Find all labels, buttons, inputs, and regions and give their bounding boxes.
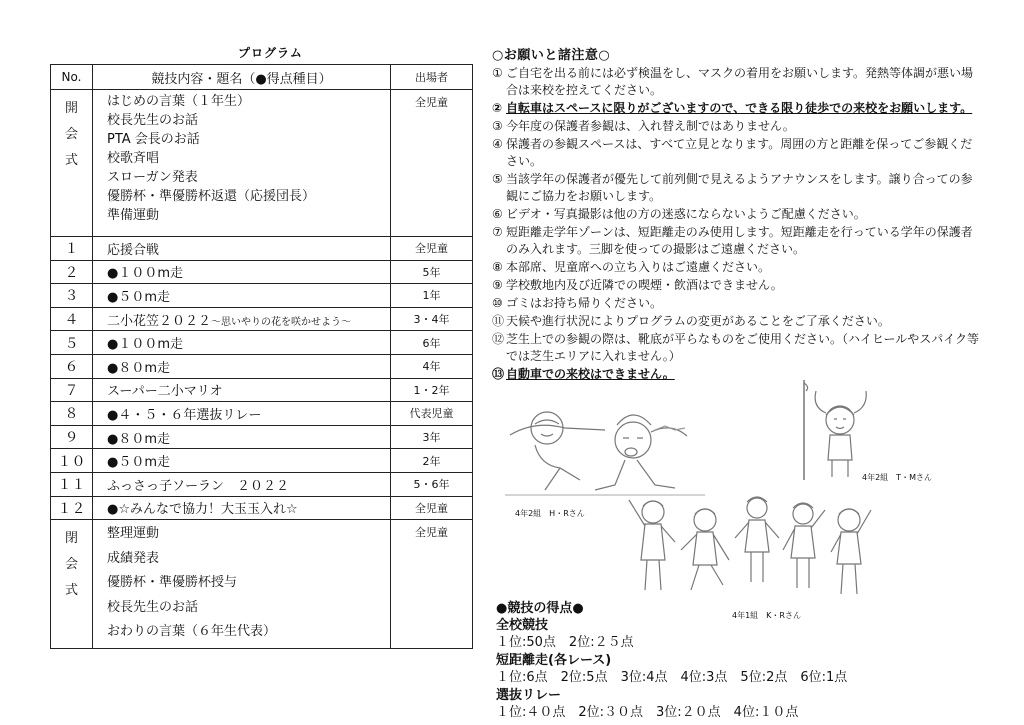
label-char: 式 — [64, 583, 78, 599]
notice-text: 天候や進行状況によりプログラムの変更があることをご了承ください。 — [506, 314, 890, 328]
label-char: 閉 — [64, 531, 78, 547]
closing-item: 整理運動 — [107, 526, 160, 542]
program-table — [50, 64, 473, 649]
notice-text: 学校敷地内及び近隣での喫煙・飲酒はできません。 — [506, 278, 783, 292]
closing-participants: 全児童 — [391, 520, 473, 649]
event-row — [51, 402, 473, 426]
event-title: ●１００m走 — [93, 260, 391, 284]
notice-text: 今年度の保護者参観は、入れ替え制ではありません。 — [506, 119, 795, 133]
event-title: ●☆みんなで協力！大玉玉入れ☆ — [93, 496, 391, 520]
opening-label — [51, 90, 93, 237]
event-title: ●１００m走 — [93, 331, 391, 355]
notice-item — [492, 118, 982, 135]
children-drawing-group — [625, 490, 875, 605]
event-title: ふっさっ子ソーラン ２０２２ — [93, 472, 391, 496]
notice-item — [492, 277, 982, 294]
event-no: ３ — [51, 284, 93, 308]
event-participants: 3・4年 — [391, 307, 473, 331]
opening-participants: 全児童 — [391, 90, 473, 237]
event-title: ●５０m走 — [93, 284, 391, 308]
event-row — [51, 354, 473, 378]
event-no: ６ — [51, 354, 93, 378]
event-participants: 代表児童 — [391, 402, 473, 426]
event-title: 二小花笠２０２２～思いやりの花を咲かせよう～ — [93, 307, 391, 331]
event-subtitle: ～思いやりの花を咲かせよう～ — [211, 316, 352, 328]
notice-item — [492, 331, 982, 365]
event-participants: 2年 — [391, 449, 473, 473]
event-row — [51, 284, 473, 308]
notice-text: 自動車での来校はできません。 — [506, 367, 675, 381]
notice-number: ⑤ — [492, 172, 503, 186]
scoring-category: 全校競技 — [496, 618, 549, 633]
notice-item — [492, 65, 982, 99]
notice-number: ⑦ — [492, 225, 503, 239]
event-no: ７ — [51, 378, 93, 402]
opening-item: 優勝杯・準優勝杯返還（応援団長） — [107, 189, 316, 204]
notice-number: ④ — [492, 137, 503, 151]
event-no: ５ — [51, 331, 93, 355]
drawing-caption: 4年1組 K・Rさん — [732, 611, 801, 620]
event-row — [51, 378, 473, 402]
scoring-values: １位:50点 2位:２５点 — [496, 635, 634, 650]
event-row — [51, 260, 473, 284]
opening-item: はじめの言葉（１年生） — [107, 94, 251, 109]
event-no: １０ — [51, 449, 93, 473]
event-title: ●４・５・６年選抜リレー — [93, 402, 391, 426]
label-char: 会 — [64, 557, 78, 573]
notice-number: ⑧ — [492, 260, 503, 274]
event-title: 応援合戦 — [93, 237, 391, 261]
scoring-category: 選抜リレー — [496, 688, 562, 703]
opening-ceremony-row — [51, 90, 473, 237]
event-row — [51, 449, 473, 473]
notice-number: ① — [492, 66, 503, 80]
opening-items — [93, 90, 391, 237]
opening-item: 準備運動 — [107, 208, 160, 223]
header-no: No. — [51, 65, 93, 90]
event-title: スーパー二小マリオ — [93, 378, 391, 402]
notices-section — [492, 44, 982, 384]
notice-number: ⑩ — [492, 296, 503, 310]
closing-ceremony-row — [51, 520, 473, 649]
notices-title: ○お願いと諸注意○ — [492, 48, 611, 63]
notice-text: 自転車はスペースに限りがございますので、できる限り徒歩での来校をお願いします。 — [506, 101, 973, 115]
notice-number: ⑪ — [492, 314, 505, 328]
notice-text: 本部席、児童席への立ち入りはご遠慮ください。 — [506, 260, 771, 274]
event-no: １ — [51, 237, 93, 261]
event-no: １１ — [51, 472, 93, 496]
scoring-title: ●競技の得点● — [496, 601, 584, 616]
notice-item — [492, 206, 982, 223]
event-row — [51, 472, 473, 496]
notice-text: ビデオ・写真撮影は他の方の迷惑にならないようご配慮ください。 — [506, 207, 866, 221]
event-no: ４ — [51, 307, 93, 331]
notice-number: ③ — [492, 119, 503, 133]
program-header-row — [51, 65, 473, 90]
opening-item: 校長先生のお話 — [107, 113, 199, 128]
event-row — [51, 237, 473, 261]
event-row — [51, 496, 473, 520]
scoring-values: １位:6点 2位:5点 3位:4点 4位:3点 5位:2点 6位:1点 — [496, 670, 848, 685]
header-participants: 出場者 — [391, 65, 473, 90]
event-no: ９ — [51, 425, 93, 449]
opening-item: スローガン発表 — [107, 170, 198, 185]
notice-item — [492, 136, 982, 170]
notice-text: 保護者の参観スペースは、すべて立見となります。周囲の方と距離を保ってご参観ください。 — [506, 137, 973, 168]
closing-item: 校長先生のお話 — [107, 599, 199, 615]
notice-text: ご自宅を出る前には必ず検温をし、マスクの着用をお願いします。発熱等体調が悪い場合は来校を控えてください。 — [506, 66, 974, 97]
event-participants: 3年 — [391, 425, 473, 449]
notice-item — [492, 295, 982, 312]
opening-item: PTA 会長のお話 — [107, 132, 200, 147]
notice-item — [492, 224, 982, 258]
event-participants: 5・6年 — [391, 472, 473, 496]
drawing-caption: 4年2組 H・Rさん — [515, 509, 585, 518]
scoring-section — [496, 600, 976, 722]
notice-text: 短距離走学年ゾーンは、短距離走のみ使用します。短距離走を行っている学年の保護者のみ入れます。三脚を使っての撮影はご遠慮ください。 — [506, 225, 973, 256]
event-participants: 全児童 — [391, 496, 473, 520]
program-title: プログラム — [238, 46, 303, 60]
notice-number: ⑥ — [492, 207, 503, 221]
notice-item — [492, 313, 982, 330]
notice-number: ② — [492, 101, 503, 115]
closing-items — [93, 520, 391, 649]
event-participants: 1・2年 — [391, 378, 473, 402]
child-drawing-flag — [790, 375, 880, 485]
closing-item: 成績発表 — [107, 550, 160, 566]
event-participants: 1年 — [391, 284, 473, 308]
event-no: ８ — [51, 402, 93, 426]
event-participants: 全児童 — [391, 237, 473, 261]
notice-number: ⑫ — [492, 332, 505, 346]
notice-item — [492, 100, 982, 117]
notice-item — [492, 171, 982, 205]
notice-number: ⑬ — [492, 367, 505, 381]
event-no: ２ — [51, 260, 93, 284]
event-row — [51, 307, 473, 331]
event-title: ●８０m走 — [93, 425, 391, 449]
notice-number: ⑨ — [492, 278, 503, 292]
notice-text: 芝生上での参観の際は、靴底が平らなものをご使用ください。（ハイヒールやスパイク等では芝生エリアに入れません。） — [506, 332, 980, 363]
notice-list — [492, 65, 982, 383]
notice-text: 当該学年の保護者が優先して前列側で見えるようアナウンスをします。譲り合っての参観にご協力をお願いします。 — [506, 172, 973, 203]
label-char: 会 — [64, 127, 78, 142]
scoring-category: 短距離走(各レース) — [496, 653, 612, 668]
notice-text: ゴミはお持ち帰りください。 — [506, 296, 663, 310]
notice-item — [492, 366, 982, 383]
header-content: 競技内容・題名（●得点種目） — [93, 65, 391, 90]
event-participants: 5年 — [391, 260, 473, 284]
event-row — [51, 425, 473, 449]
event-participants: 6年 — [391, 331, 473, 355]
event-title: ●５０m走 — [93, 449, 391, 473]
event-no: １２ — [51, 496, 93, 520]
closing-item: 優勝杯・準優勝杯授与 — [107, 575, 238, 591]
opening-item: 校歌斉唱 — [107, 151, 160, 166]
scoring-values: １位:４０点 2位:３０点 3位:２０点 4位:１０点 — [496, 705, 799, 720]
label-char: 開 — [64, 101, 78, 116]
event-participants: 4年 — [391, 354, 473, 378]
event-title: ●８０m走 — [93, 354, 391, 378]
closing-label — [51, 520, 93, 649]
closing-item: おわりの言葉（６年生代表） — [107, 624, 277, 640]
notice-item — [492, 259, 982, 276]
drawing-caption: 4年2組 T・Mさん — [862, 473, 932, 482]
event-row — [51, 331, 473, 355]
label-char: 式 — [64, 153, 78, 168]
